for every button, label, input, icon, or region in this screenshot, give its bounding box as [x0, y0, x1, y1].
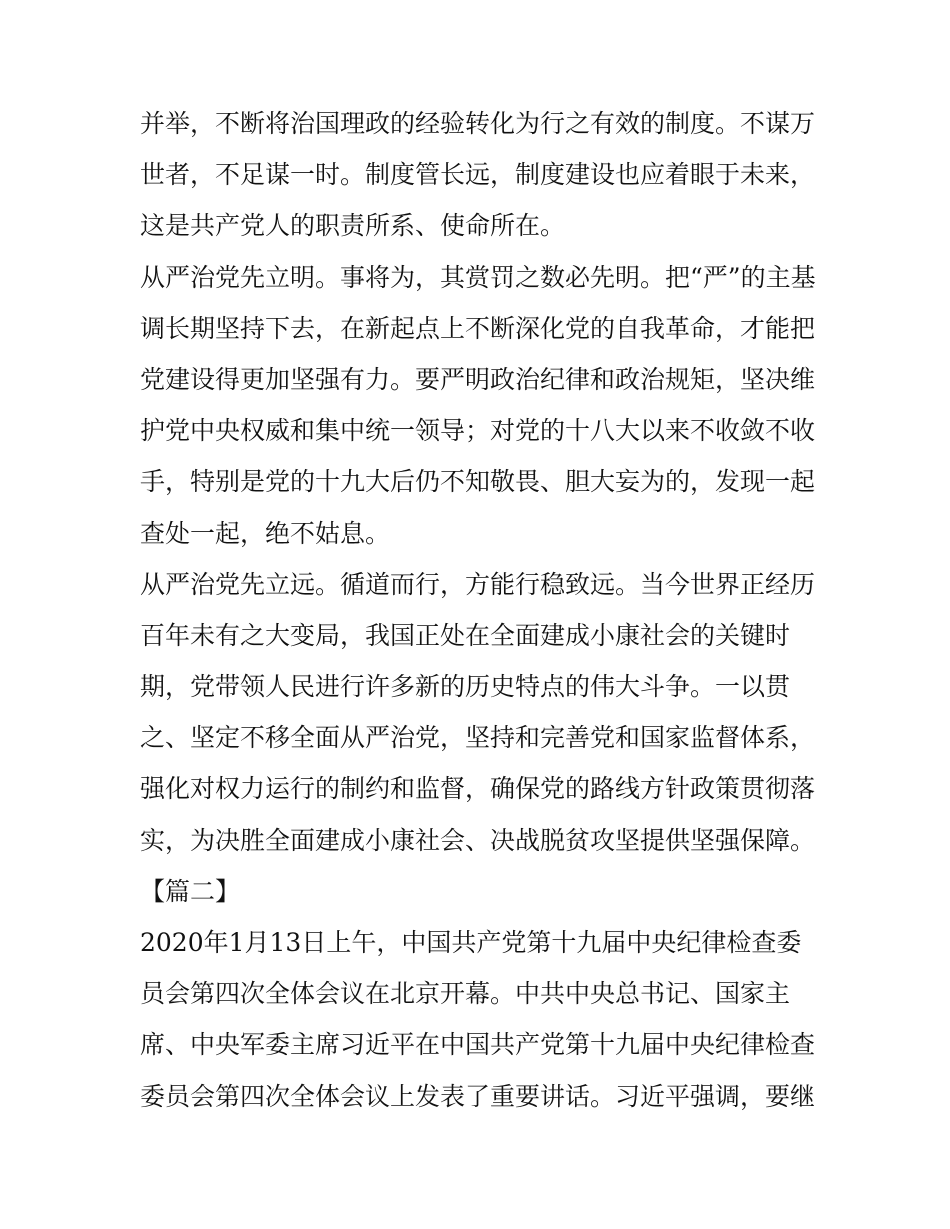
text-line: 委员会第四次全体会议上发表了重要讲话。习近平强调，要继 — [140, 1081, 816, 1111]
section-heading: 【篇二】 — [140, 876, 241, 906]
text-line: 手，特别是党的十九大后仍不知敬畏、胆大妄为的，发现一起 — [140, 467, 816, 497]
text-line: 调长期坚持下去，在新起点上不断深化党的自我革命，才能把 — [140, 313, 816, 343]
text-line: 查处一起，绝不姑息。 — [140, 518, 391, 548]
text-line: 实，为决胜全面建成小康社会、决战脱贫攻坚提供坚强保障。 — [140, 825, 816, 855]
text-line: 这是共产党人的职责所系、使命所在。 — [140, 211, 566, 241]
text-line: 百年未有之大变局，我国正处在全面建成小康社会的关键时 — [140, 620, 791, 650]
text-line: 员会第四次全体会议在北京开幕。中共中央总书记、国家主 — [140, 979, 791, 1009]
text-line: 席、中央军委主席习近平在中国共产党第十九届中央纪律检查 — [140, 1030, 816, 1060]
text-line: 期，党带领人民进行许多新的历史特点的伟大斗争。一以贯 — [140, 672, 791, 702]
text-line: 护党中央权威和集中统一领导；对党的十八大以来不收敛不收 — [140, 416, 816, 446]
text-line: 之、坚定不移全面从严治党，坚持和完善党和国家监督体系， — [140, 723, 816, 753]
text-line: 从严治党先立远。循道而行，方能行稳致远。当今世界正经历 — [140, 569, 816, 599]
text-line: 党建设得更加坚强有力。要严明政治纪律和政治规矩，坚决维 — [140, 364, 816, 394]
text-line: 并举，不断将治国理政的经验转化为行之有效的制度。不谋万 — [140, 109, 816, 138]
text-line: 强化对权力运行的制约和监督，确保党的路线方针政策贯彻落 — [140, 774, 816, 804]
text-line: 2020年1月13日上午，中国共产党第十九届中央纪律检查委 — [140, 928, 802, 957]
text-line: 世者，不足谋一时。制度管长远，制度建设也应着眼于未来， — [140, 160, 816, 190]
body-text — [140, 98, 820, 1122]
text-line: 从严治党先立明。事将为，其赏罚之数必先明。把“严”的主基 — [140, 262, 816, 292]
